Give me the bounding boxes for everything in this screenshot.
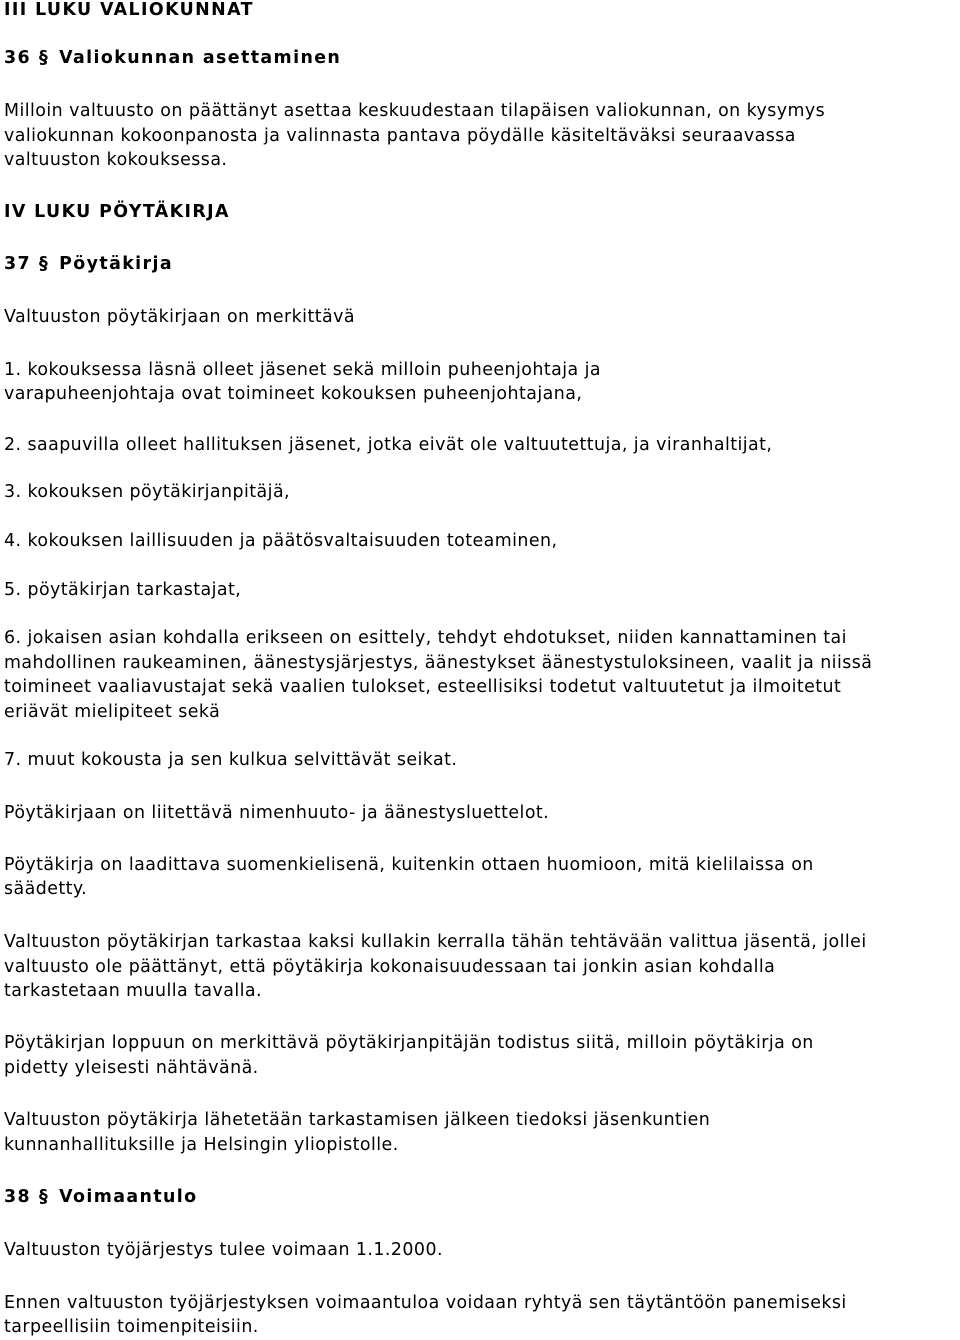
section-heading <box>4 46 341 71</box>
list-item-line: varapuheenjohtaja ovat toimineet kokouksen puheenjohtajana, <box>4 384 583 404</box>
paragraph-line: kunnanhallituksille ja Helsingin yliopistolle. <box>4 1135 399 1155</box>
paragraph-line: Milloin valtuusto on päättänyt asettaa keskuudestaan tilapäisen valiokunnan, on kysymys <box>4 101 826 121</box>
chapter-heading: III LUKU VALIOKUNNAT <box>4 0 254 20</box>
section-number: 36 <box>4 48 32 68</box>
section-sign: § <box>39 1187 50 1207</box>
paragraph-line: valtuusto ole päättänyt, että pöytäkirja kokonaisuudessaan tai jonkin asian kohdalla <box>4 957 776 977</box>
list-item-line: 4. kokouksen laillisuuden ja päätösvaltaisuuden toteaminen, <box>4 531 558 551</box>
section-heading <box>4 1185 198 1210</box>
paragraph-line: Valtuuston pöytäkirjaan on merkittävä <box>4 307 355 327</box>
section-number: 37 <box>4 254 32 274</box>
list-item-line: eriävät mielipiteet sekä <box>4 702 221 722</box>
paragraph-line: pidetty yleisesti nähtävänä. <box>4 1058 259 1078</box>
list-item-line: 3. kokouksen pöytäkirjanpitäjä, <box>4 482 291 502</box>
section-heading <box>4 252 173 277</box>
paragraph-line: Pöytäkirja on laadittava suomenkielisenä, kuitenkin ottaen huomioon, mitä kielilaissa on <box>4 855 814 875</box>
list-item-line: 6. jokaisen asian kohdalla erikseen on esittely, tehdyt ehdotukset, niiden kannattaminen tai <box>4 628 847 648</box>
list-item-line: 2. saapuvilla olleet hallituksen jäsenet, jotka eivät ole valtuutettuja, ja viranhaltijat, <box>4 435 773 455</box>
paragraph-line: valiokunnan kokoonpanosta ja valinnasta pantava pöydälle käsiteltäväksi seuraavassa <box>4 126 796 146</box>
paragraph-line: Valtuuston pöytäkirjan tarkastaa kaksi kullakin kerralla tähän tehtävään valittua jäsentä, jollei <box>4 932 867 952</box>
section-title: Voimaantulo <box>59 1187 198 1207</box>
section-number: 38 <box>4 1187 32 1207</box>
paragraph-line: Pöytäkirjan loppuun on merkittävä pöytäkirjanpitäjän todistus siitä, milloin pöytäkirja on <box>4 1033 814 1053</box>
section-title: Pöytäkirja <box>59 254 174 274</box>
paragraph-line: Valtuuston pöytäkirja lähetetään tarkastamisen jälkeen tiedoksi jäsenkuntien <box>4 1110 711 1130</box>
list-item-line: 7. muut kokousta ja sen kulkua selvittävät seikat. <box>4 750 458 770</box>
paragraph-line: säädetty. <box>4 879 88 899</box>
list-item-line: 5. pöytäkirjan tarkastajat, <box>4 580 242 600</box>
section-title: Valiokunnan asettaminen <box>59 48 342 68</box>
paragraph-line: Valtuuston työjärjestys tulee voimaan 1.1.2000. <box>4 1240 443 1260</box>
list-item-line: mahdollinen raukeaminen, äänestysjärjestys, äänestykset äänestystuloksineen, vaalit ja niissä <box>4 653 873 673</box>
paragraph-line: valtuuston kokouksessa. <box>4 150 228 170</box>
section-sign: § <box>39 48 50 68</box>
section-sign: § <box>39 254 50 274</box>
list-item-line: toimineet vaaliavustajat sekä vaalien tulokset, esteellisiksi todetut valtuutetut ja ilmoitetut <box>4 677 842 697</box>
paragraph-line: Ennen valtuuston työjärjestyksen voimaantuloa voidaan ryhtyä sen täytäntöön panemiseksi <box>4 1293 847 1313</box>
chapter-heading: IV LUKU PÖYTÄKIRJA <box>4 202 230 222</box>
paragraph-line: Pöytäkirjaan on liitettävä nimenhuuto- ja äänestysluettelot. <box>4 803 550 823</box>
paragraph-line: tarkastetaan muulla tavalla. <box>4 981 263 1001</box>
list-item-line: 1. kokouksessa läsnä olleet jäsenet sekä milloin puheenjohtaja ja <box>4 360 601 380</box>
paragraph-line: tarpeellisiin toimenpiteisiin. <box>4 1317 259 1337</box>
